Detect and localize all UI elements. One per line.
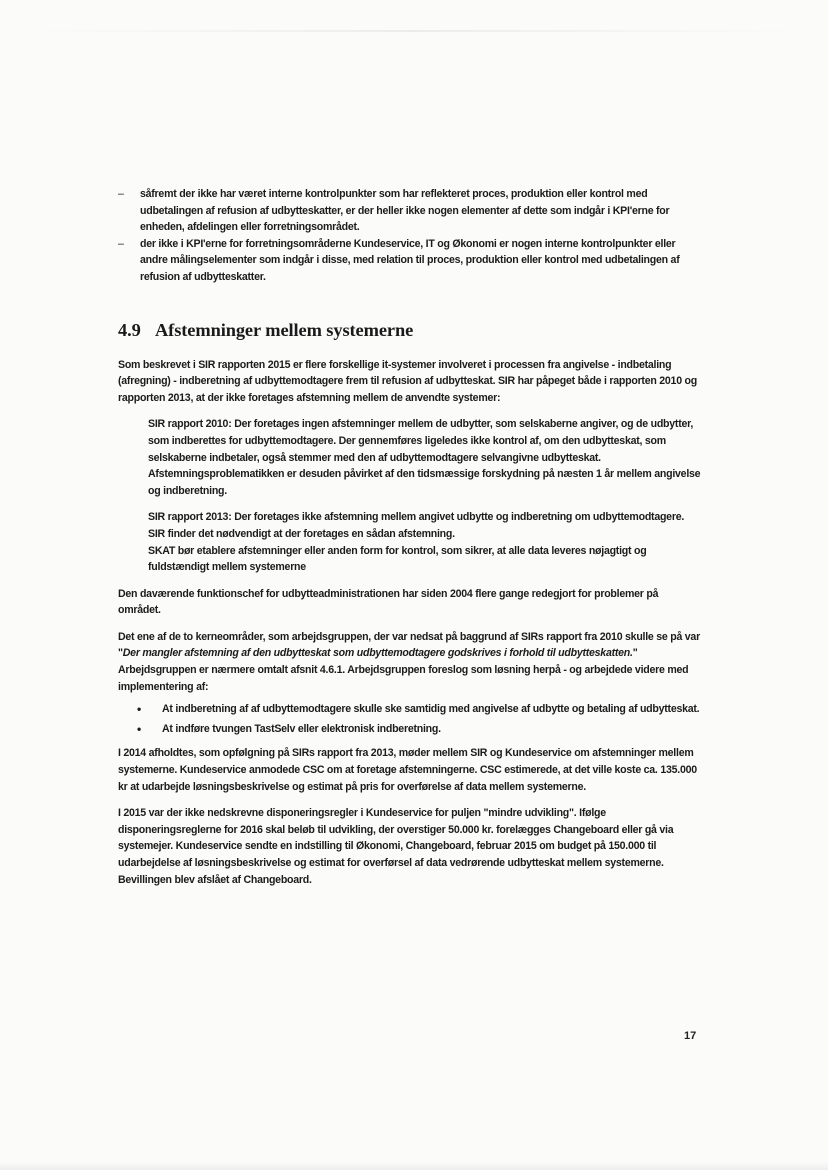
quote-2010-label: SIR rapport 2010: (148, 418, 232, 431)
dash-item: – såfremt der ikke har været interne kontrolpunkter som har reflekteret proces, produktion eller kontrol med udbetalingen af refusion af udbytteskatter, er der heller ikke nogen elementer af dette som indgår i KPI'erne for enheden, afdelingen eller forretningsområdet. (118, 186, 702, 236)
paragraph-2014: I 2014 afholdtes, som opfølgning på SIRs rapport fra 2013, møder mellem SIR og Kundeservice om afstemninger mellem systemerne. Kundeservice anmodede CSC om at foretage afstemningerne. CSC estimerede, at det ville koste ca. 135.000 kr at udarbejde løsningsbeskrivelse og estimat på pris for overførelse af data mellem systemerne. (118, 747, 697, 793)
section-number: 4.9 (118, 319, 141, 340)
intro-paragraph: Som beskrevet i SIR rapporten 2015 er flere forskellige it-systemer involveret i processen fra angivelse - indbetaling (afregning) - indberetning af udbyttemodtagere frem til refusion af udbytteskat. SIR har påpeget både i rapporten 2010 og rapporten 2013, at der ikke foretages afstemning mellem de anvendte systemer: (118, 358, 697, 404)
quote-sir-2013 (148, 509, 702, 575)
quote-sir-2010 (148, 416, 702, 499)
section-heading (118, 319, 702, 341)
bullet-item: • At indberetning af af udbyttemodtagere skulle ske samtidig med angivelse af udbytte og betaling af udbytteskat. (118, 701, 702, 718)
kerne-text-before: Det ene af de to kerneområder, som arbejdsgruppen, der var nedsat på baggrund af SIRs rapport fra 2010 skulle se på var " (118, 630, 700, 660)
kerne-quote-italic: Der mangler afstemning af den udbytteskat som udbyttemodtagere godskrives i forhold til udbytteskatten. (122, 647, 633, 660)
quote-2013-recommendation: SKAT bør etablere afstemninger eller anden form for kontrol, som sikrer, at alle data leveres nøjagtigt og fuldstændigt mellem systemerne (148, 544, 647, 574)
quote-2013-body: Der foretages ikke afstemning mellem angivet udbytte og indberetning om udbyttemodtagere. SIR finder det nødvendigt at der foretages en sådan afstemning. (148, 511, 685, 540)
kerne-text-after: " Arbejdsgruppen er nærmere omtalt afsnit 4.6.1. Arbejdsgruppen foreslog som løsning herpå - og arbejdede videre med implementering af: (118, 647, 689, 693)
section-title: Afstemninger mellem systemerne (155, 319, 414, 340)
quote-2013-text (148, 509, 702, 542)
page-number: 17 (684, 1030, 697, 1042)
scan-edge-bottom (0, 1162, 828, 1170)
quote-2010-body: Der foretages ingen afstemninger mellem de udbytter, som selskaberne angiver, og de udbytter, som indberettes for udbyttemodtagere. Der gennemføres ligeledes ikke kontrol af, om den udbytteskat, som selskaberne indbetaler, også stemmer med den af udbyttemodtagere selvangivne udbytteskat. Afstemningsproblematikken er desuden påvirket af den tidsmæssige forskydning på næsten 1 år mellem angivelse og indberetning. (148, 418, 701, 497)
bullet-item: • At indføre tvungen TastSelv eller elektronisk indberetning. (118, 721, 702, 738)
quote-2013-label: SIR rapport 2013: (148, 511, 232, 524)
paragraph-chef: Den daværende funktionschef for udbytteadministrationen har siden 2004 flere gange redegjort for problemer på området. (118, 587, 659, 617)
bullet-list (118, 701, 702, 737)
dash-item: – der ikke i KPI'erne for forretningsområderne Kundeservice, IT og Økonomi er nogen interne kontrolpunkter eller andre målingselementer som indgår i disse, med relation til proces, produktion eller kontrol med udbetalingen af refusion af udbytteskatter. (118, 236, 702, 286)
paragraph-2015: I 2015 var der ikke nedskrevne disponeringsregler i Kundeservice for puljen "mindre udvikling". Ifølge disponeringsreglerne for 2016 skal beløb til udvikling, der overstiger 50.000 kr. forelægges Changeboard eller gå via systemejer. Kundeservice sendte en indstilling til Økonomi, Changeboard, februar 2015 om budget på 150.000 til udarbejdelse af løsningsbeskrivelse og estimat for overførsel af data vedrørende udbytteskat mellem systemerne. Bevillingen blev afslået af Changeboard. (118, 807, 674, 886)
scan-edge-top (30, 30, 798, 32)
paragraph-kerneomraader (118, 629, 702, 695)
dash-list (118, 186, 702, 286)
page-content (118, 186, 702, 898)
quote-2010-text (148, 416, 702, 499)
